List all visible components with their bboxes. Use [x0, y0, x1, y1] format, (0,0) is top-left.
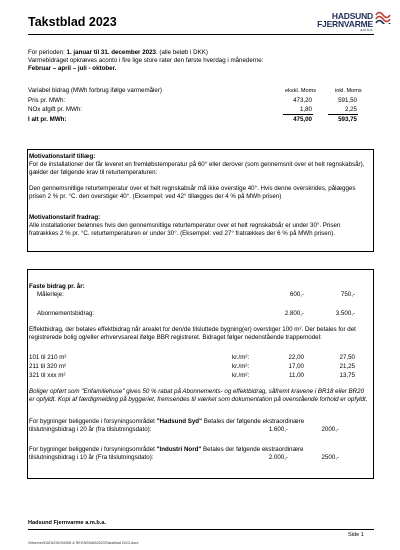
nord-prefix: For bygninger beliggende i forsyningsområdet — [29, 446, 157, 453]
tier-ex: 22,00 — [288, 354, 304, 361]
period-prefix: For perioden: — [28, 49, 67, 56]
footer-page-number: Side 1 — [348, 532, 364, 538]
nord-line-2: tilslutningsbidrag i 10 år (Fra tilslutningsdato): — [29, 454, 154, 461]
tier-inc: 27,50 — [339, 354, 355, 361]
logo-line-1: HADSUND — [331, 11, 373, 21]
tier-inc: 13,75 — [339, 372, 355, 379]
tier-inc: 21,25 — [339, 363, 355, 370]
tier-unit: kr./m²: — [232, 372, 250, 379]
logo-line-2: FJERNVARME — [317, 19, 373, 29]
period-suffix: . (alle beløb i DKK) — [155, 49, 208, 56]
variable-total-ex: 475,00 — [293, 116, 312, 123]
footer-rule — [28, 529, 374, 530]
sum-rule-ex — [283, 114, 313, 115]
syd-suffix: Betales der følgende ekstraordinære — [202, 418, 305, 425]
fradrag-text: Alle installationer belønnes hvis den gennemsnitlige returtemperatur over et helt regnskabsår er under 30°. Prisen fratrækkes 2 % pr. °C. returtemperaturen er under 30°. (Eksempel: ved 27° fratrækkes der 6 % på MWh prisen). — [29, 222, 341, 237]
sum-rule-inc — [328, 114, 358, 115]
logo-waves-icon — [375, 8, 391, 24]
period-months: Februar – april – juli - oktober. — [28, 65, 117, 72]
variable-row-ex: 473,20 — [293, 97, 312, 104]
period-billing-text: Varmebidraget opkræves aconto i fire lige store rater den første hverdag i månederne: — [28, 57, 264, 64]
fixed-row-label: Målerleje: — [37, 291, 64, 298]
syd-line-2: tilslutningsbidrag i 20 år (fra tilslutningsdato): — [29, 426, 152, 433]
tillaeg-title: Motivationstarif tillæg: — [29, 153, 96, 160]
tier-unit: kr./m²: — [232, 363, 250, 370]
syd-prefix: For bygninger beliggende i forsyningsområdet — [29, 418, 157, 425]
tier-ex: 17,00 — [288, 363, 304, 370]
page-title: Takstblad 2023 — [28, 15, 117, 29]
variable-label: Variabel bidrag (MWh forbrug ifølge varmemåler) — [28, 87, 162, 94]
tillaeg-text-2: Den gennemsnitlige returtemperatur over et helt regnskabsår må ikke overstige 40°. Hvis denne overskrides, pålægges prisen 2 % pr. °C. den overstiger 40°. (Eksempel: ved 42° tillægges der 4 % på MWh prisen) — [29, 185, 356, 200]
nord-inc: 2500,- — [321, 454, 339, 461]
period-line — [28, 49, 208, 57]
fixed-row-inc: 3.500,- — [335, 310, 355, 317]
footer-file-path: \\hfserver\DATA\OKONOMI & REGNSKAB\2023\Takstblad 2023.docx — [28, 541, 139, 545]
fixed-row-inc: 750,- — [340, 291, 355, 298]
period-dates: 1. januar til 31. december 2023 — [66, 49, 156, 56]
tier-unit: kr./m²: — [232, 354, 250, 361]
fixed-row-ex: 600,- — [289, 291, 304, 298]
fixed-row-label: Abonnementsbidrag: — [37, 310, 95, 317]
tier-ex: 11,00 — [288, 372, 304, 379]
nord-area-name: "Industri Nord" — [156, 446, 202, 453]
syd-area-name: "Hadsund Syd" — [156, 418, 203, 425]
variable-row-label: NOx afgift pr. MWh: — [28, 106, 82, 113]
tier-range: 101 til 210 m² — [29, 354, 67, 361]
col-header-inc: inkl. Moms — [335, 88, 362, 94]
fradrag-title: Motivationstarif fradrag: — [29, 214, 101, 221]
variable-row-inc: 2,25 — [344, 106, 357, 113]
syd-ex: 1.600,- — [268, 426, 288, 433]
nord-ex: 2.000,- — [268, 454, 288, 461]
nord-suffix: Betales der følgende ekstraordinære — [201, 446, 304, 453]
syd-inc: 2000,- — [321, 426, 339, 433]
company-logo — [317, 9, 373, 33]
italic-note: Boliger opført som "Enfamiliehuse" gives 50 % rabat på Abonnements- og effektbidrag, såfremt kravene i BR18 eller BR20 er opfyldt. Kopi af færdigmelding på byggeriet, fremsendes til værket som dokumentation på ovenstående forhold er opfyldt. — [29, 388, 368, 403]
nord-line-1 — [29, 446, 303, 454]
syd-line-1 — [29, 418, 304, 426]
variable-row-ex: 1,80 — [299, 106, 312, 113]
tier-range: 211 til 320 m² — [29, 363, 67, 370]
variable-total-label: I alt pr. MWh: — [28, 116, 67, 123]
fixed-row-ex: 2.800,- — [284, 310, 304, 317]
variable-row-label: Pris pr. MWh: — [28, 97, 66, 104]
effekt-text: Effektbidrag, der betales effektbidrag når arealet for den/de tilsluttede bygning(er) overstiger 100 m². Der betales for det registrerede bolig og/eller erhvervsareal ifølge BBR registreret. Bidraget følger nedenstående trappemodel: — [29, 326, 356, 341]
variable-row-inc: 591,50 — [338, 97, 357, 104]
header-rule — [28, 34, 374, 35]
fixed-title: Faste bidrag pr. år: — [29, 283, 85, 290]
tier-range: 321 til xxx m² — [29, 372, 66, 379]
col-header-ex: ekskl. Moms — [285, 88, 317, 94]
variable-total-inc: 593,75 — [338, 116, 357, 123]
footer-company: Hadsund Fjernvarme a.m.b.a. — [28, 520, 107, 526]
logo-subtitle: a.m.b.a. — [360, 28, 373, 32]
tillaeg-text-1: For de installationer der får leveret en fremløbstemperatur på 60° eller derover (som gennemsnit over et helt regnskabsår), gælder der følgende krav til returtemperaturen: — [29, 161, 365, 176]
